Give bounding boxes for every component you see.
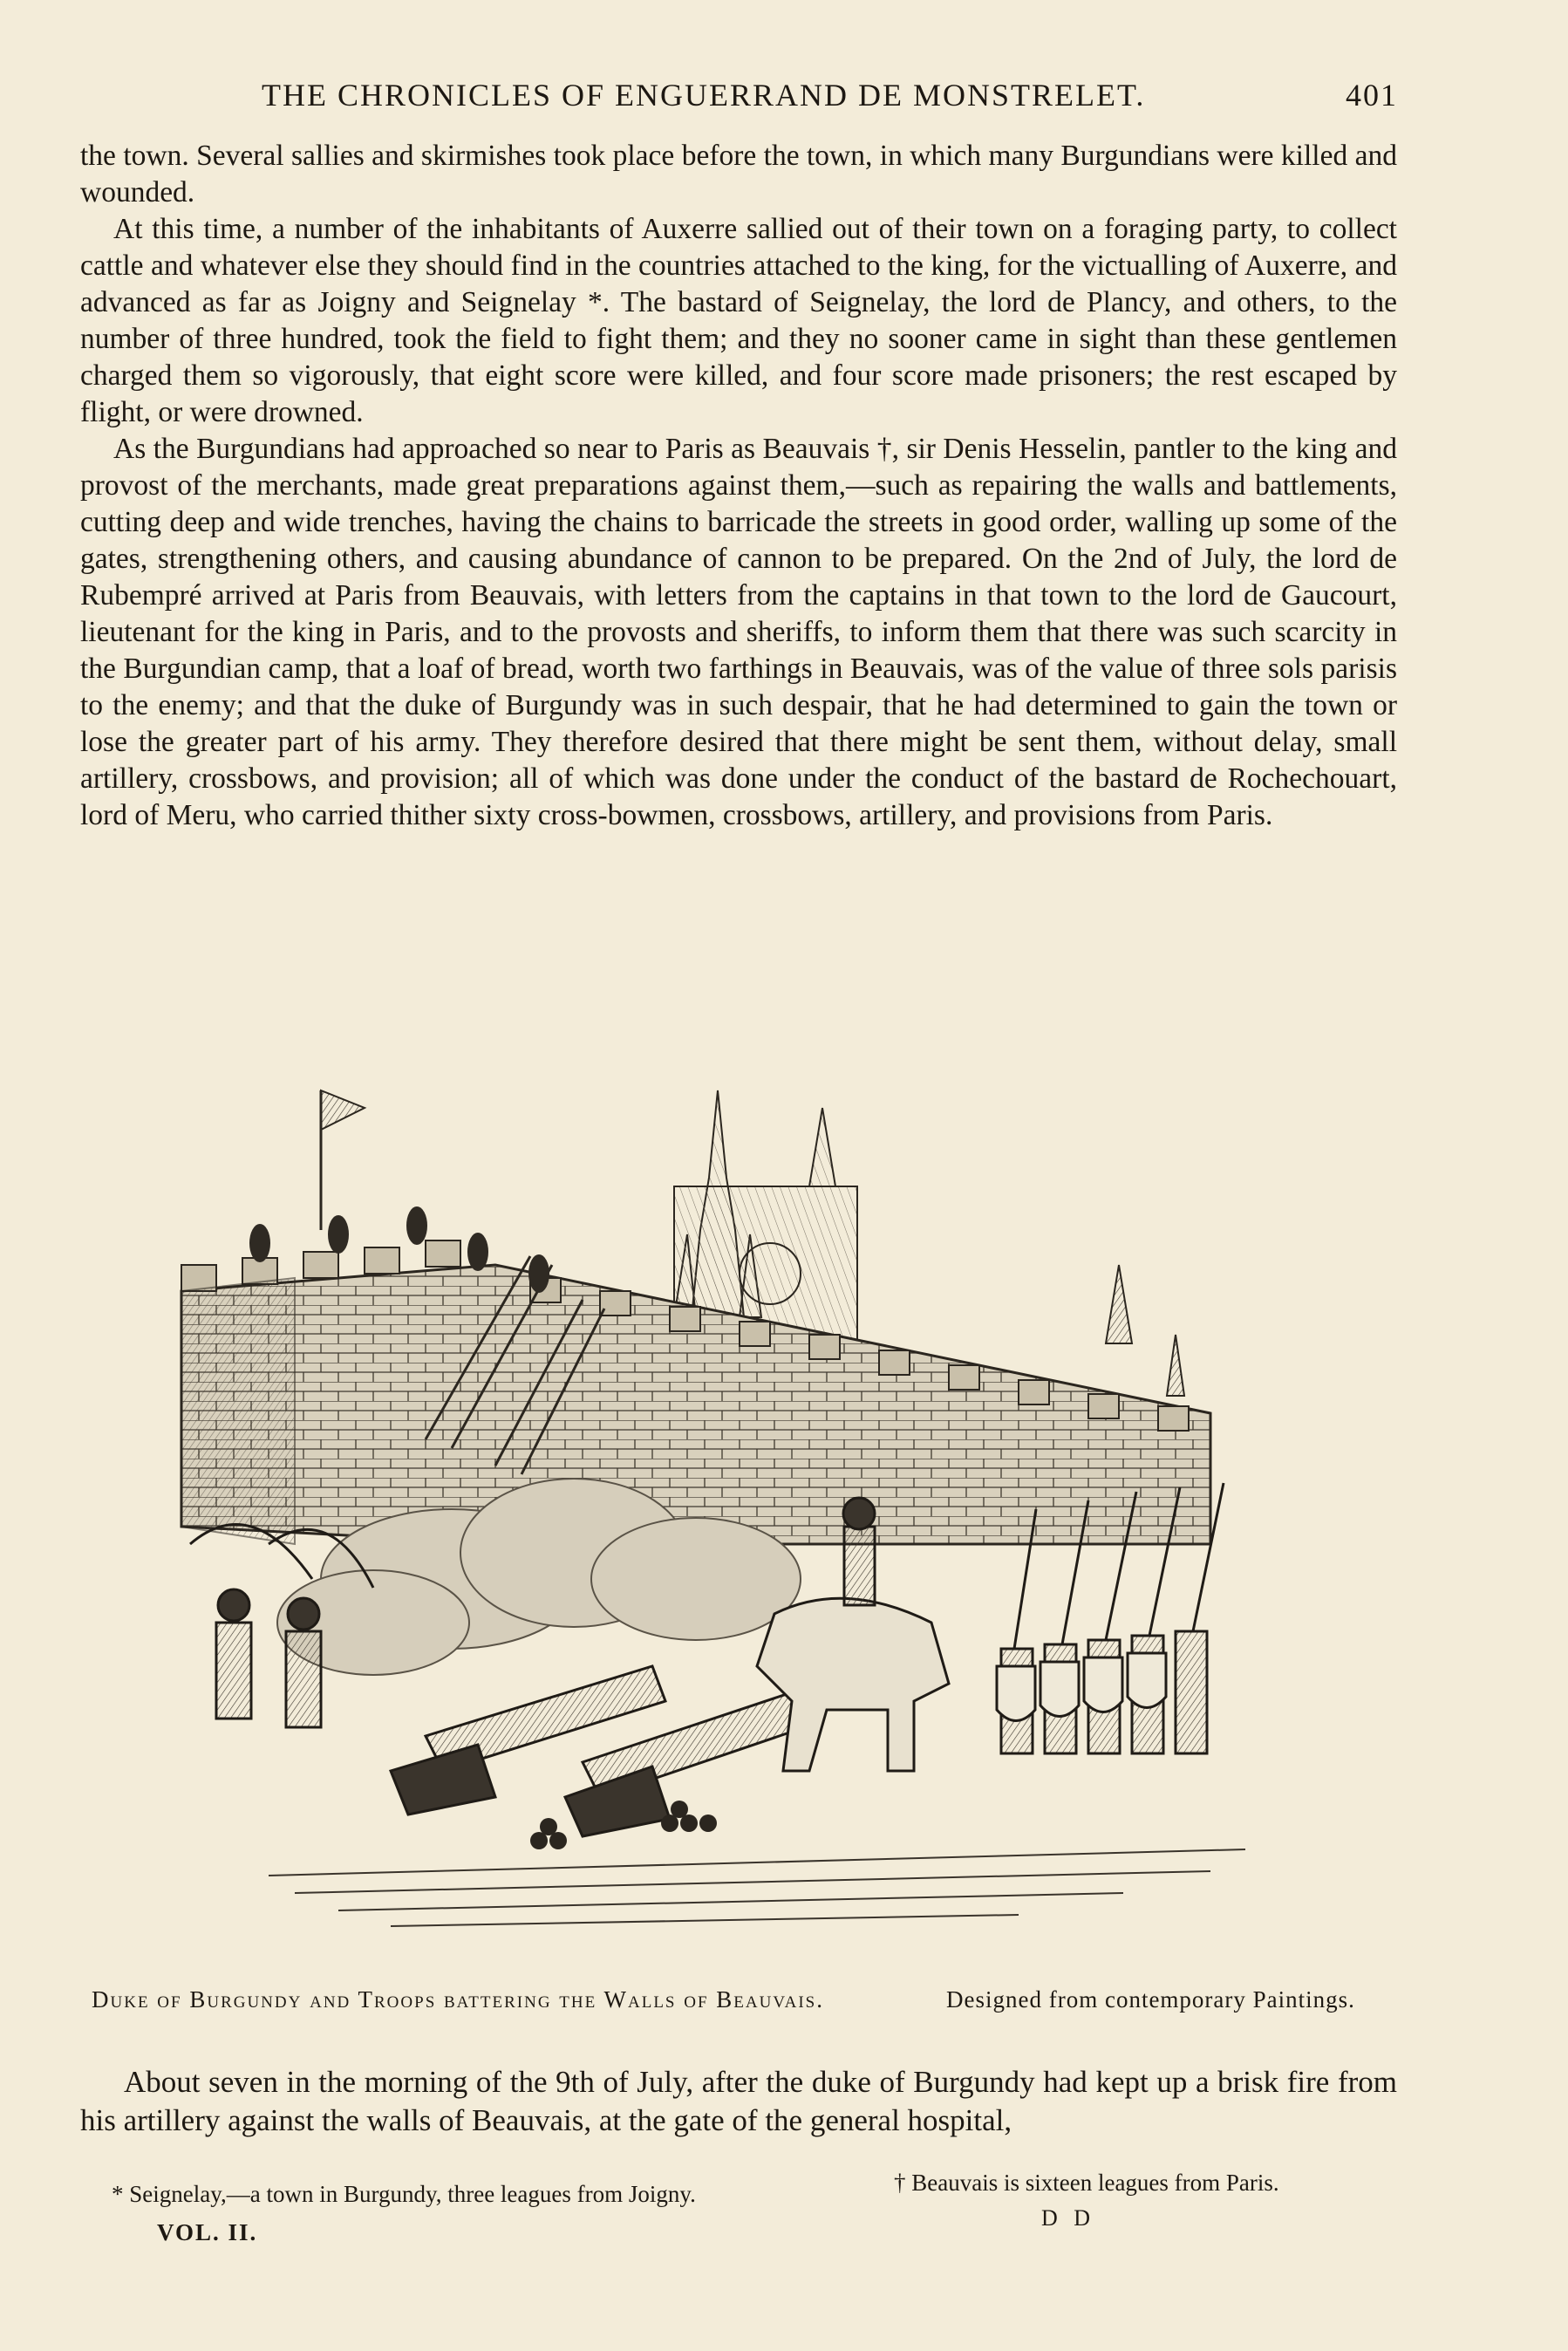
running-title: THE CHRONICLES OF ENGUERRAND DE MONSTRELET. (262, 78, 1146, 113)
paragraph-2: At this time, a number of the inhabitants of Auxerre sallied out of their town on a foraging party, to collect cattle and whatever else they should find in the countries attached to the king, for the victualling of Auxerre, and advanced as far as Joigny and Seignelay *. The bastard of Seignelay, the lord de Plancy, and others, to the number of three hundred, took the field to fight them; and they no sooner came in sight than these gentlemen charged them so vigorously, that eight score were killed, and four score made prisoners; the rest escaped by flight, or were drowned. (80, 213, 1397, 428)
ground (269, 1849, 1245, 1926)
siege-illustration (164, 1056, 1289, 1954)
page-number: 401 (1346, 78, 1398, 113)
paragraph-1: the town. Several sallies and skirmishes took place before the town, in which many Burgundians were killed and wounded. (80, 140, 1397, 208)
cannons (391, 1666, 805, 1836)
illustration-caption (92, 1986, 1417, 2013)
footnote-beauvais: † Beauvais is sixteen leagues from Paris. (894, 2170, 1279, 2196)
volume-label: VOL. II. (157, 2219, 258, 2245)
main-text (80, 138, 1397, 834)
caption-title: Duke of Burgundy and Troops battering the Walls of Beauvais. (92, 1986, 824, 2013)
running-header (0, 77, 1568, 115)
wall-tower (181, 1278, 295, 1544)
closing-text (80, 2063, 1397, 2140)
paragraph-3: As the Burgundians had approached so near to Paris as Beauvais †, sir Denis Hesselin, pantler to the king and provost of the merchants, made great preparations against them,—such as repairing the walls and battlements, cutting deep and wide trenches, having the chains to barricade the streets in good order, walling up some of the gates, strengthening others, and causing abundance of cannon to be prepared. On the 2nd of July, the lord de Rubempré arrived at Paris from Beauvais, with letters from the captains in that town to the lord de Gaucourt, lieutenant for the king in Paris, and to the provosts and sheriffs, to inform them that there was such scarcity in the Burgundian camp, that a loaf of bread, worth two farthings in Beauvais, was of the value of three sols parisis to the enemy; and that the duke of Burgundy was in such despair, that he had determined to gain the town or lose the greater part of his army. They therefore desired that there might be sent them, without delay, small artillery, crossbows, and provision; all of which was done under the conduct of the bastard de Rochechouart, lord of Meru, who carried thither sixty cross-bowmen, crossbows, artillery, and provisions from Paris. (80, 433, 1397, 831)
closing-paragraph: About seven in the morning of the 9th of July, after the duke of Burgundy had kept up a brisk fire from his artillery against the walls of Beauvais, at the gate of the general hospital, (80, 2065, 1397, 2137)
caption-credit: Designed from contemporary Paintings. (946, 1986, 1355, 2013)
signature-mark: D D (1041, 2205, 1096, 2231)
footnote-seignelay: * Seignelay,—a town in Burgundy, three leagues from Joigny. (112, 2181, 696, 2207)
